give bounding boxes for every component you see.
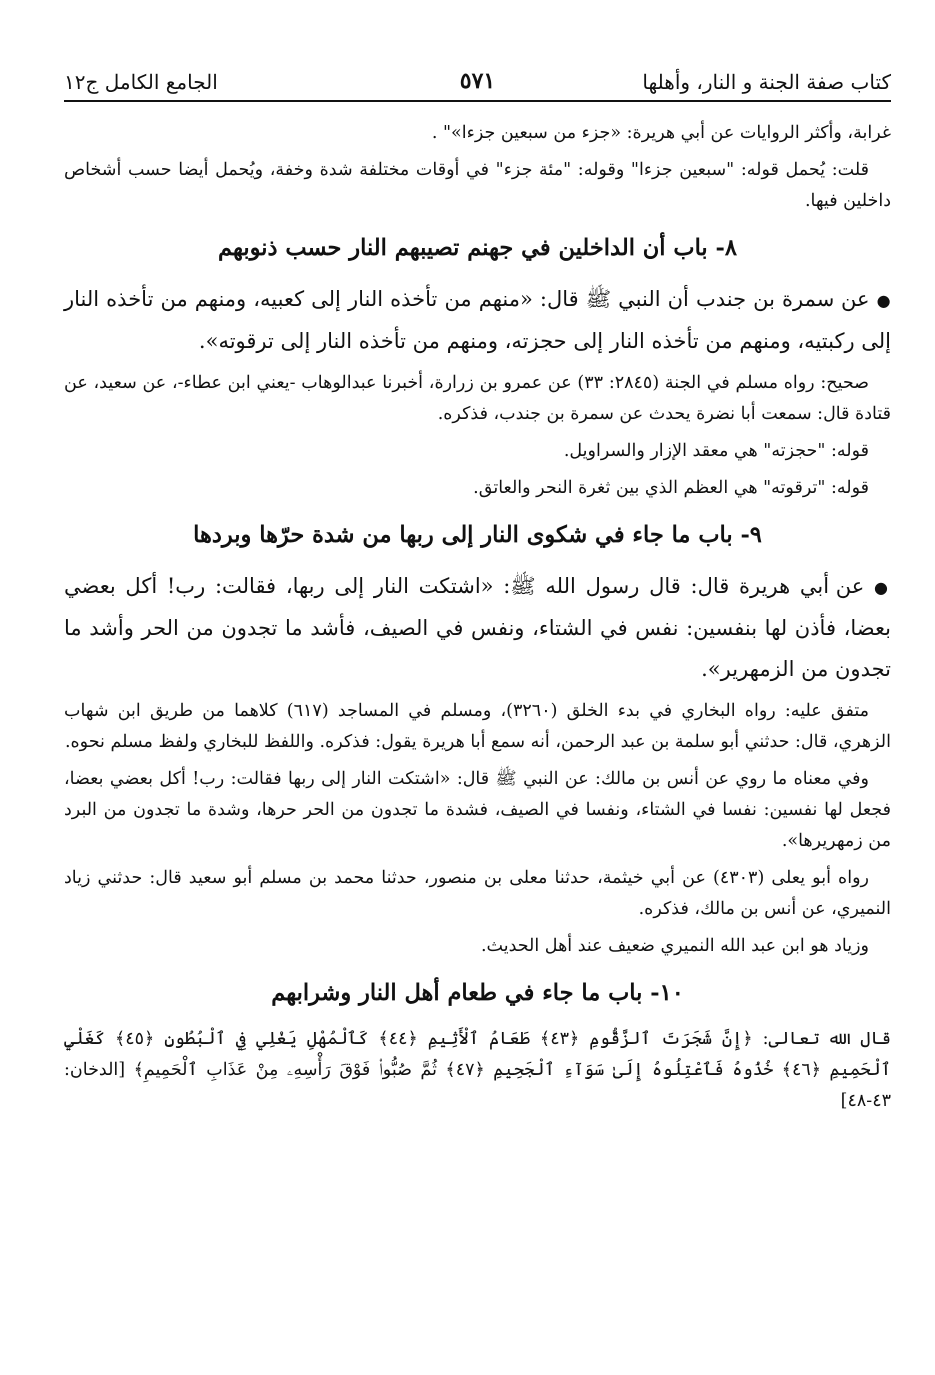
section-8-gloss-1: قوله: "حجزته" هي معقد الإزار والسراويل. bbox=[563, 441, 869, 461]
section-9-variant: وفي معناه ما روي عن أنس بن مالك: عن النبي ﷺ قال: «اشتكت النار إلى ربها فقالت: رب! أكل بعضي بعضا، فجعل لها نفسين: نفسا في الشتاء، ونفسا في الصيف، فشدة ما تجدون من الحر حرها، وشدة ما تجدون من البرد من زمهريرها». bbox=[64, 769, 891, 851]
section-8-heading: ٨- باب أن الداخلين في جهنم تصيبهم النار حسب ذنوبهم bbox=[218, 235, 737, 261]
section-9-hadith-text: عن أبي هريرة قال: قال رسول الله ﷺ: «اشتكت النار إلى ربها، فقالت: رب! أكل بعضي بعضا، فأذن لها بنفسين: نفس في الشتاء، ونفس في الصيف، فأشد ما تجدون من الحر وأشد ما تجدون من الزمهرير». bbox=[64, 574, 891, 681]
intro-note: قلت: يُحمل قوله: "سبعين جزءا" وقوله: "مئة جزء" في أوقات مختلفة شدة وخفة، ويُحمل أيضا حسب أشخاص داخلين فيها. bbox=[64, 160, 891, 211]
section-8-hadith-text: عن سمرة بن جندب أن النبي ﷺ قال: «منهم من تأخذه النار إلى كعبيه، ومنهم من تأخذه النار إلى ركبتيه، ومنهم من تأخذه النار إلى حجزته، ومنهم من تأخذه النار إلى ترقوته». bbox=[64, 287, 891, 353]
section-9-heading: ٩- باب ما جاء في شكوى النار إلى ربها من شدة حرّها وبردها bbox=[193, 522, 762, 548]
section-10-heading: ١٠- باب ما جاء في طعام أهل النار وشرابهم bbox=[271, 980, 684, 1006]
hadith-bullet-icon: ● bbox=[876, 291, 891, 310]
section-8-gloss-2: قوله: "ترقوته" هي العظم الذي بين ثغرة النحر والعاتق. bbox=[473, 478, 869, 498]
section-9-hadith bbox=[64, 566, 891, 690]
running-header bbox=[64, 52, 891, 102]
intro-continuation: غرابة، وأكثر الروايات عن أبي هريرة: «جزء من سبعين جزءا»" . bbox=[431, 123, 891, 143]
section-8-takhrij: صحيح: رواه مسلم في الجنة (٢٨٤٥: ٣٣) عن عمرو بن زرارة، أخبرنا عبدالوهاب -يعني ابن عطاء-، عن سعيد، عن قتادة قال: سمعت أبا نضرة يحدث عن سمرة بن جندب، فذكره. bbox=[64, 373, 891, 424]
page-number: ٥٧١ bbox=[459, 68, 496, 94]
section-9-weak-note: وزياد هو ابن عبد الله النميري ضعيف عند أهل الحديث. bbox=[480, 936, 869, 956]
section-8-hadith bbox=[64, 279, 891, 362]
header-book-title: الجامع الكامل ج١٢ bbox=[64, 70, 218, 94]
section-9-takhrij: متفق عليه: رواه البخاري في بدء الخلق (٣٢٦٠)، ومسلم في المساجد (٦١٧) كلاهما من طريق ابن شهاب الزهري، قال: حدثني أبو سلمة بن عبد الرحمن، أنه سمع أبا هريرة يقول: فذكره. واللفظ للبخاري ولفظ مسلم نحوه. bbox=[64, 701, 891, 752]
section-9-variant-takhrij: رواه أبو يعلى (٤٣٠٣) عن أبي خيثمة، حدثنا معلى بن منصور، حدثنا محمد بن مسلم أبو سعيد قال: حدثني زياد النميري، عن أنس بن مالك، فذكره. bbox=[64, 868, 891, 919]
header-chapter-title: كتاب صفة الجنة و النار، وأهلها bbox=[642, 70, 891, 94]
section-10-quran-verse: قال الله تعالى: ﴿إِنَّ شَجَرَتَ ٱلزَّقُّومِ ﴿٤٣﴾ طَعَامُ ٱلْأَثِيمِ ﴿٤٤﴾ كَٱلْمُهْلِ يَغْلِي فِي ٱلْبُطُونِ ﴿٤٥﴾ كَغَلْيِ ٱلْحَمِيمِ ﴿٤٦﴾ خُذُوهُ فَٱعْتِلُوهُ إِلَىٰ سَوَآءِ ٱلْجَحِيمِ ﴿٤٧﴾ ثُمَّ صُبُّوا۟ فَوْقَ رَأْسِهِۦ مِنْ عَذَابِ ٱلْحَمِيمِ﴾ [الدخان: ٤٣-٤٨] bbox=[64, 1029, 892, 1111]
hadith-bullet-icon: ● bbox=[873, 578, 891, 597]
page-body bbox=[64, 118, 891, 1117]
